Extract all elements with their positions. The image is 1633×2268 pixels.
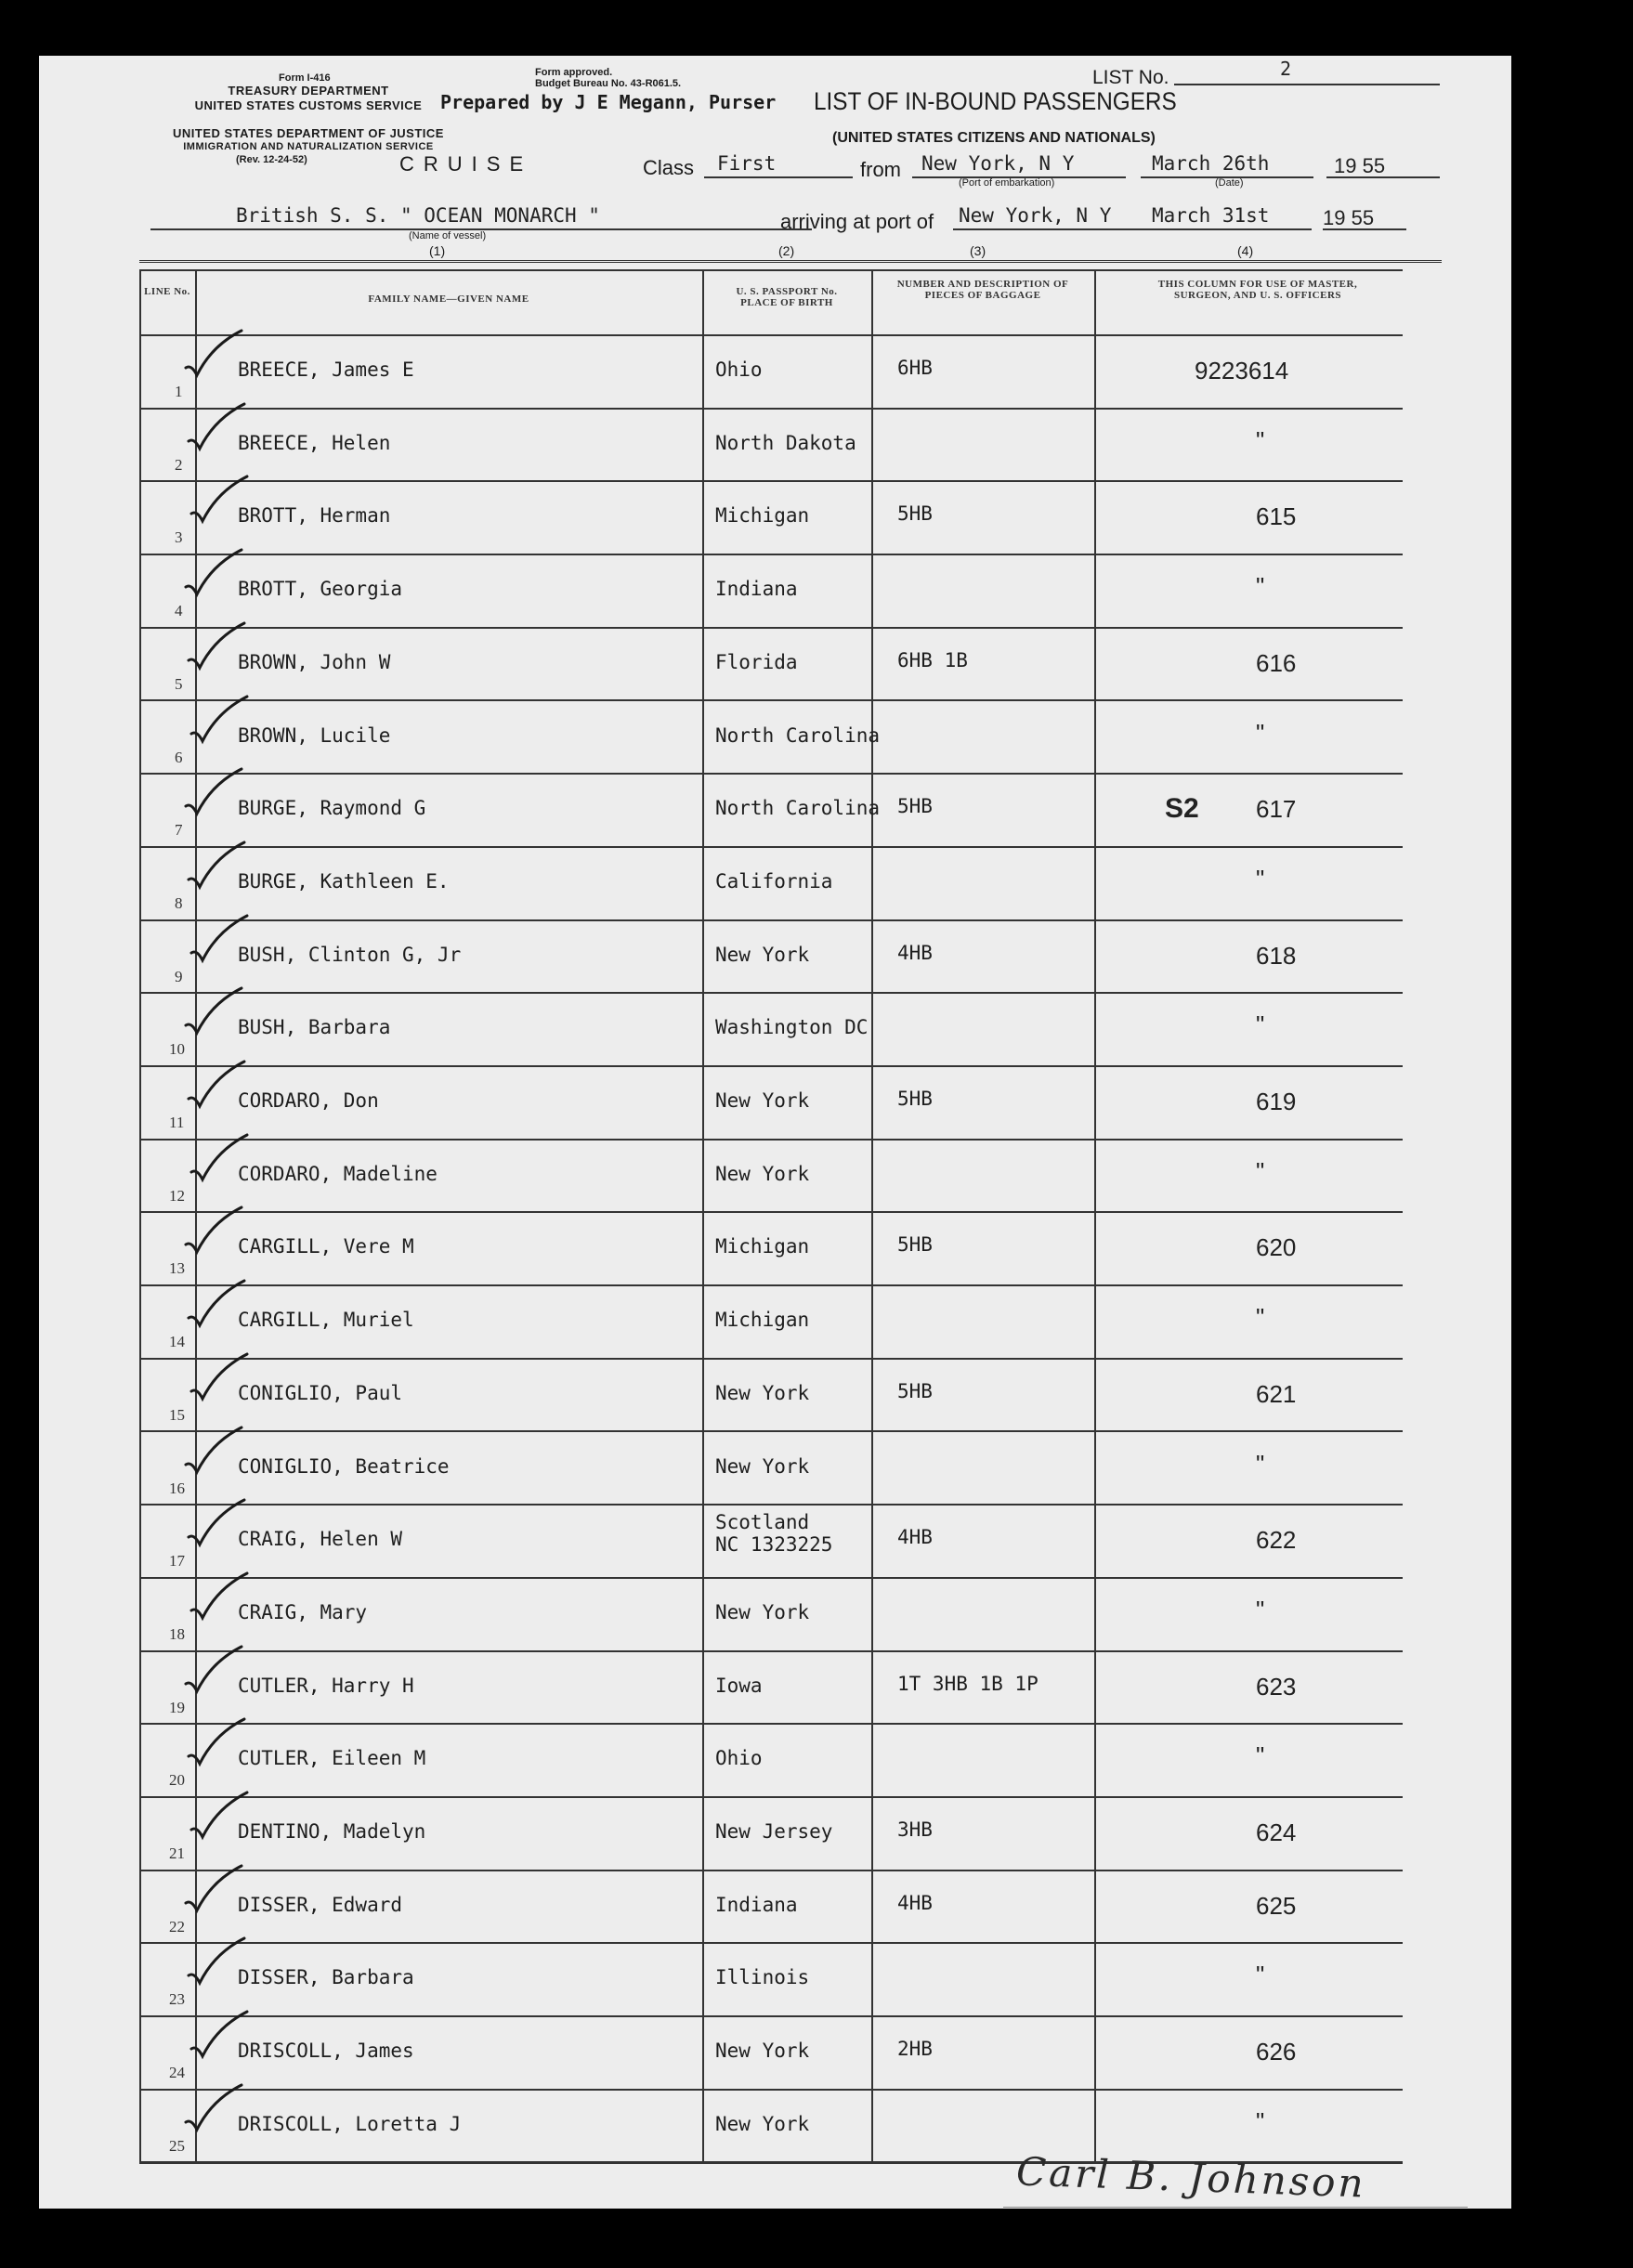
table-row [139, 1431, 1403, 1505]
official-number: " [1256, 1303, 1265, 1332]
vessel-caption: (Name of vessel) [409, 230, 487, 241]
table-row [139, 773, 1403, 846]
table-row [139, 1723, 1403, 1796]
embark-year-line [1326, 176, 1440, 178]
table-row [139, 919, 1403, 993]
official-number: 624 [1256, 1818, 1297, 1846]
place-of-birth: Iowa [715, 1674, 763, 1697]
table-row [139, 846, 1403, 919]
passenger-name: DISSER, Edward [238, 1893, 403, 1916]
line-number: 24 [169, 2064, 185, 2082]
passenger-name: CUTLER, Harry H [238, 1674, 414, 1697]
arrival-year-line [1323, 228, 1406, 230]
place-of-birth: New York [715, 1381, 810, 1404]
place-of-birth: Illinois [715, 1966, 810, 1989]
form-number: Form I-416 [279, 72, 331, 84]
baggage-count: 4HB [897, 1526, 933, 1549]
class-value: First [717, 152, 777, 175]
place-of-birth: New York [715, 1600, 810, 1623]
place-of-birth: New Jersey [715, 1820, 833, 1843]
baggage-count: 5HB [897, 502, 933, 526]
embark-port-caption: (Port of embarkation) [959, 177, 1055, 189]
official-number: 618 [1256, 941, 1297, 970]
passenger-name: BROTT, Herman [238, 504, 391, 528]
passenger-table [139, 269, 1403, 2164]
place-of-birth: Michigan [715, 1309, 810, 1332]
table-row [139, 2089, 1403, 2162]
official-number: 621 [1256, 1379, 1297, 1408]
table-row [139, 1065, 1403, 1139]
line-number: 12 [169, 1186, 185, 1205]
official-number: 619 [1256, 1088, 1297, 1115]
line-number: 4 [175, 602, 183, 620]
budget-bureau: Budget Bureau No. 43-R061.5. [535, 78, 682, 89]
table-row [139, 480, 1403, 554]
ins-service: IMMIGRATION AND NATURALIZATION SERVICE [183, 141, 434, 152]
line-number: 14 [169, 1333, 185, 1351]
official-number: " [1256, 1741, 1265, 1770]
prepared-by: Prepared by J E Megann, Purser [440, 91, 777, 113]
official-number: 9223614 [1195, 357, 1289, 385]
place-of-birth: Washington DC [715, 1016, 869, 1039]
passenger-name: BURGE, Kathleen E. [238, 869, 450, 893]
table-row [139, 1211, 1403, 1284]
place-of-birth: North Carolina [715, 797, 881, 820]
arrival-year: 19 55 [1323, 206, 1375, 229]
passenger-name: BUSH, Clinton G, Jr [238, 943, 462, 966]
place-of-birth: California [715, 869, 833, 893]
embark-date-caption: (Date) [1215, 177, 1244, 189]
table-row [139, 2015, 1403, 2089]
header-name: FAMILY NAME—GIVEN NAME [368, 293, 529, 305]
baggage-count: 5HB [897, 1379, 933, 1402]
baggage-count: 4HB [897, 1891, 933, 1914]
official-number: " [1256, 718, 1265, 747]
place-of-birth: New York [715, 1089, 810, 1112]
passenger-name: BREECE, James E [238, 358, 414, 381]
passenger-name: CORDARO, Don [238, 1089, 379, 1112]
passport-number: NC 1323225 [715, 1533, 833, 1557]
place-of-birth: Ohio [715, 358, 763, 381]
class-label: Class [643, 156, 695, 179]
baggage-count: 1T 3HB 1B 1P [897, 1672, 1039, 1695]
official-number: 615 [1256, 502, 1297, 531]
table-row [139, 1870, 1403, 1943]
baggage-count: 4HB [897, 941, 933, 964]
table-row [139, 992, 1403, 1065]
passenger-name: CARGILL, Muriel [238, 1309, 414, 1332]
line-number: 10 [169, 1040, 185, 1059]
arriving-label: arriving at port of [780, 210, 934, 233]
embark-year: 19 55 [1334, 154, 1386, 177]
passenger-name: BROWN, John W [238, 650, 391, 673]
header-baggage: NUMBER AND DESCRIPTION OF PIECES OF BAGGAGE [896, 279, 1069, 301]
passenger-name: CORDARO, Madeline [238, 1162, 438, 1185]
header-line-no: LINE No. [144, 286, 190, 297]
official-number: 623 [1256, 1672, 1297, 1701]
place-of-birth: Indiana [715, 578, 798, 601]
place-of-birth: North Carolina [715, 723, 881, 747]
table-row [139, 627, 1403, 700]
baggage-count: 3HB [897, 1818, 933, 1841]
place-of-birth: New York [715, 1454, 810, 1478]
line-number: 21 [169, 1844, 185, 1862]
place-of-birth: New York [715, 2112, 810, 2135]
col-num-3: (3) [970, 243, 986, 258]
list-no-value: 2 [1280, 58, 1292, 80]
treasury-dept: TREASURY DEPARTMENT [228, 84, 389, 98]
header-officers: THIS COLUMN FOR USE OF MASTER, SURGEON, AND U. S. OFFICERS [1157, 279, 1358, 301]
line-number: 20 [169, 1771, 185, 1790]
col-num-1: (1) [429, 243, 446, 258]
table-row [139, 554, 1403, 627]
table-row [139, 1796, 1403, 1870]
line-number: 25 [169, 2136, 185, 2155]
arrival-port: New York, N Y [959, 204, 1112, 227]
form-approved: Form approved. [535, 67, 613, 78]
signature-line [1003, 2207, 1468, 2208]
passenger-name: DRISCOLL, Loretta J [238, 2112, 462, 2135]
baggage-count: 5HB [897, 1233, 933, 1257]
col-num-2: (2) [778, 243, 795, 258]
embark-date: March 26th [1152, 152, 1270, 175]
official-number: 617 [1256, 795, 1297, 824]
passenger-name: DRISCOLL, James [238, 2040, 414, 2063]
official-mark: S2 [1165, 793, 1199, 825]
line-number: 19 [169, 1698, 185, 1716]
passenger-name: DISSER, Barbara [238, 1966, 414, 1989]
line-number: 15 [169, 1405, 185, 1424]
official-number: " [1256, 1449, 1265, 1478]
line-number: 7 [175, 821, 183, 840]
line-number: 13 [169, 1259, 185, 1278]
passenger-name: DENTINO, Madelyn [238, 1820, 426, 1843]
line-number: 9 [175, 967, 183, 985]
table-row [139, 1942, 1403, 2015]
table-row [139, 1504, 1403, 1577]
line-number: 22 [169, 1917, 185, 1936]
official-number: " [1256, 1010, 1265, 1039]
line-number: 8 [175, 893, 183, 912]
baggage-count: 2HB [897, 2038, 933, 2061]
official-number: " [1256, 425, 1265, 454]
cruise-stamp: CRUISE [399, 152, 533, 176]
place-of-birth: Michigan [715, 504, 810, 528]
line-number: 1 [175, 383, 183, 400]
customs-service: UNITED STATES CUSTOMS SERVICE [194, 98, 423, 112]
arrival-date: March 31st [1152, 204, 1270, 227]
baggage-count: 6HB 1B [897, 648, 968, 671]
table-row [139, 1650, 1403, 1724]
official-number: 625 [1256, 1891, 1297, 1920]
place-of-birth: Michigan [715, 1235, 810, 1258]
table-row [139, 1358, 1403, 1431]
place-of-birth: New York [715, 1162, 810, 1185]
table-row [139, 700, 1403, 774]
header-passport: U. S. PASSPORT No. PLACE OF BIRTH [736, 286, 838, 308]
place-of-birth: North Dakota [715, 431, 856, 454]
passenger-name: BREECE, Helen [238, 431, 391, 454]
passenger-name: BURGE, Raymond G [238, 797, 426, 820]
official-number: " [1256, 1595, 1265, 1623]
col-num-4: (4) [1237, 243, 1254, 258]
table-row [139, 1284, 1403, 1358]
official-number: " [1256, 2106, 1265, 2135]
passenger-name: CARGILL, Vere M [238, 1235, 414, 1258]
baggage-count: 5HB [897, 795, 933, 818]
table-row [139, 1139, 1403, 1212]
passenger-name: CONIGLIO, Beatrice [238, 1454, 450, 1478]
list-no-line [1174, 84, 1440, 85]
baggage-count: 5HB [897, 1088, 933, 1110]
passenger-name: CONIGLIO, Paul [238, 1381, 403, 1404]
baggage-count: 6HB [897, 357, 933, 379]
official-number: " [1256, 864, 1265, 893]
handwritten-signature: Carl B. Johnson [1015, 2148, 1367, 2207]
arrival-line [953, 228, 1312, 230]
place-of-birth: Florida [715, 650, 798, 673]
passenger-name: CUTLER, Eileen M [238, 1747, 426, 1770]
line-number: 6 [175, 748, 183, 766]
passenger-name: CRAIG, Mary [238, 1600, 368, 1623]
from-label: from [860, 158, 901, 181]
place-of-birth: Indiana [715, 1893, 798, 1916]
line-number: 5 [175, 674, 183, 693]
line-number: 2 [175, 455, 183, 474]
table-row [139, 408, 1403, 481]
embark-port: New York, N Y [921, 152, 1075, 175]
place-of-birth: Ohio [715, 1747, 763, 1770]
list-no-label: LIST No. [1092, 67, 1169, 88]
passenger-name: BUSH, Barbara [238, 1016, 391, 1039]
official-number: " [1256, 1156, 1265, 1185]
passenger-name: BROWN, Lucile [238, 723, 391, 747]
line-number: 23 [169, 1990, 185, 2009]
class-line [704, 176, 853, 178]
table-top-border [139, 269, 1403, 271]
vessel-name: British S. S. " OCEAN MONARCH " [236, 204, 600, 227]
form-subtitle: (UNITED STATES CITIZENS AND NATIONALS) [832, 130, 1156, 146]
justice-dept: UNITED STATES DEPARTMENT OF JUSTICE [173, 126, 444, 140]
official-number: " [1256, 572, 1265, 601]
line-number: 17 [169, 1552, 185, 1571]
official-number: 616 [1256, 648, 1297, 677]
official-number: 620 [1256, 1233, 1297, 1262]
revision-date: (Rev. 12-24-52) [236, 154, 307, 165]
passenger-name: CRAIG, Helen W [238, 1528, 403, 1551]
line-number: 3 [175, 528, 183, 547]
form-title: LIST OF IN-BOUND PASSENGERS [814, 87, 1177, 115]
passenger-name: BROTT, Georgia [238, 578, 403, 601]
line-number: 16 [169, 1479, 185, 1497]
header-rule [139, 260, 1442, 263]
table-row [139, 334, 1403, 408]
place-of-birth: New York [715, 943, 810, 966]
line-number: 11 [169, 1114, 185, 1131]
place-of-birth: Scotland [715, 1511, 810, 1534]
official-number: " [1256, 1961, 1265, 1989]
official-number: 626 [1256, 2038, 1297, 2066]
official-number: 622 [1256, 1526, 1297, 1555]
table-row [139, 1577, 1403, 1650]
line-number: 18 [169, 1624, 185, 1643]
place-of-birth: New York [715, 2040, 810, 2063]
